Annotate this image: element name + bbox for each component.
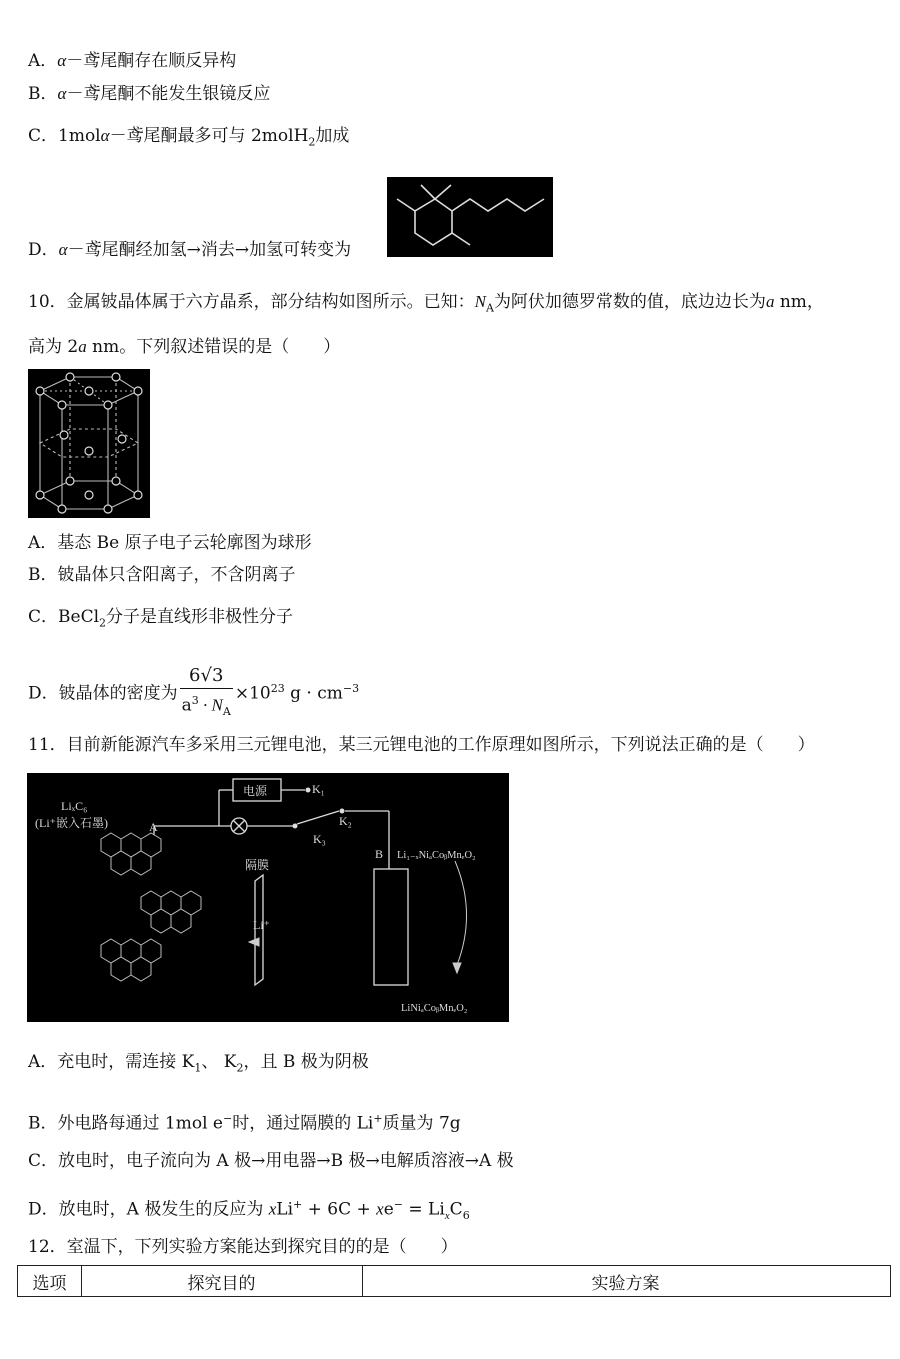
option-text: －鸢尾酮经加氢→消去→加氢可转变为 bbox=[67, 240, 352, 260]
q9-option-b bbox=[28, 83, 270, 105]
k2-label: K₂ bbox=[339, 814, 352, 828]
option-text: 1mol bbox=[58, 126, 101, 146]
option-text: 放电时，电子流向为 A 极→用电器→B 极→电解质溶液→A 极 bbox=[58, 1151, 514, 1171]
cathode-charged-label: Li₁₋ₓNiₐCoᵦMnₑO₂ bbox=[397, 850, 476, 861]
option-text: 时，通过隔膜的 Li bbox=[232, 1113, 374, 1134]
li-ion-label: Li⁺ bbox=[253, 918, 270, 932]
den-text: a bbox=[181, 695, 192, 716]
option-text: 外电路每通过 1mol e bbox=[57, 1113, 223, 1134]
stem-text: 11．目前新能源汽车多采用三元锂电池，某三元锂电池的工作原理如图所示，下列说法正确的是（ ） bbox=[28, 735, 815, 755]
lixc6-label: LiₓC₆ bbox=[61, 799, 88, 813]
option-text: 质量为 7g bbox=[382, 1113, 461, 1134]
k3-label: K₃ bbox=[313, 832, 326, 846]
option-label: D． bbox=[28, 240, 59, 260]
option-text: Li bbox=[276, 1199, 294, 1220]
q10-option-d bbox=[28, 660, 359, 718]
alpha-symbol: α bbox=[58, 240, 68, 259]
power-supply-label: 电源 bbox=[243, 784, 268, 798]
stem-text: nm， bbox=[774, 292, 824, 312]
option-label: D． bbox=[28, 683, 59, 704]
q9-option-c bbox=[28, 125, 349, 153]
q9-option-a bbox=[28, 50, 236, 72]
separator-label: 隔膜 bbox=[245, 858, 270, 872]
superscript: −3 bbox=[342, 682, 360, 695]
option-label: C． bbox=[28, 1151, 59, 1171]
option-label: B． bbox=[28, 565, 58, 585]
header-option: 选项 bbox=[32, 1273, 67, 1294]
q12-stem bbox=[28, 1236, 458, 1258]
subscript: 2 bbox=[99, 616, 107, 630]
variable-x: x bbox=[268, 1199, 277, 1219]
variable-a: a bbox=[78, 337, 87, 356]
option-text: 加成 bbox=[315, 126, 350, 146]
superscript: 23 bbox=[270, 682, 285, 695]
header-purpose: 探究目的 bbox=[187, 1273, 256, 1294]
fraction-denominator bbox=[180, 689, 233, 724]
q10-option-c bbox=[28, 606, 293, 634]
stem-text: nm。下列叙述错误的是（ ） bbox=[86, 337, 341, 357]
option-label: D． bbox=[28, 1199, 59, 1220]
battery-diagram-figure bbox=[27, 773, 509, 1022]
alpha-symbol: α bbox=[57, 84, 67, 103]
subscript: 1 bbox=[194, 1061, 202, 1075]
q11-stem bbox=[28, 734, 815, 756]
option-label: C． bbox=[28, 126, 59, 146]
option-text: ×10 bbox=[234, 683, 271, 704]
option-text: e bbox=[383, 1199, 394, 1220]
option-text: ，且 B 极为阴极 bbox=[243, 1052, 369, 1072]
q10-option-a bbox=[28, 532, 312, 554]
subscript: x bbox=[444, 1210, 450, 1223]
option-text: 放电时，A 极发生的反应为 bbox=[58, 1199, 269, 1220]
option-label: A． bbox=[28, 533, 58, 553]
option-text: 铍晶体只含阳离子，不含阴离子 bbox=[57, 565, 296, 585]
option-text: －鸢尾酮存在顺反异构 bbox=[66, 51, 237, 71]
q10-stem-line2 bbox=[28, 336, 340, 358]
subscript: 6 bbox=[462, 1209, 470, 1223]
option-label: B． bbox=[28, 1113, 58, 1134]
option-text: = Li bbox=[403, 1199, 445, 1220]
subscript: A bbox=[485, 301, 494, 315]
avogadro-symbol: N bbox=[474, 292, 486, 311]
variable-x: x bbox=[376, 1199, 384, 1219]
skeletal-structure-figure bbox=[387, 177, 553, 257]
subscript: 2 bbox=[236, 1061, 244, 1075]
fraction-numerator: 6√3 bbox=[180, 664, 233, 689]
cathode-discharged-label: LiNiₐCoᵦMnₑO₂ bbox=[401, 1003, 468, 1014]
subscript: A bbox=[222, 705, 231, 719]
beryllium-crystal-figure bbox=[28, 369, 150, 518]
subscript: 2 bbox=[308, 135, 316, 149]
option-text: BeCl bbox=[58, 607, 100, 627]
stem-text: 12．室温下，下列实验方案能达到探究目的的是（ ） bbox=[28, 1237, 458, 1257]
lixc6-note: (Li⁺嵌入石墨) bbox=[35, 816, 108, 830]
header-scheme: 实验方案 bbox=[591, 1273, 660, 1294]
option-text: －鸢尾酮不能发生银镜反应 bbox=[66, 84, 271, 104]
superscript: + bbox=[293, 1198, 303, 1211]
q11-option-b bbox=[28, 1108, 461, 1135]
option-text: 、 K bbox=[201, 1052, 237, 1072]
q10-option-b bbox=[28, 564, 296, 586]
den-text: · N bbox=[198, 695, 223, 715]
option-text: g · cm bbox=[284, 683, 343, 704]
q11-option-c bbox=[28, 1150, 514, 1172]
alpha-symbol: α bbox=[100, 126, 110, 145]
option-text: －鸢尾酮最多可与 2molH bbox=[109, 126, 309, 146]
alpha-symbol: α bbox=[57, 51, 67, 70]
option-text: 分子是直线形非极性分子 bbox=[106, 607, 294, 627]
q9-option-d bbox=[28, 239, 351, 261]
option-text: C bbox=[449, 1199, 463, 1220]
superscript: 3 bbox=[191, 694, 199, 708]
q10-stem-line1 bbox=[28, 291, 824, 319]
superscript: − bbox=[222, 1112, 233, 1125]
superscript: − bbox=[393, 1198, 403, 1211]
battery-diagram bbox=[27, 773, 509, 1022]
skeletal-structure-drawing bbox=[387, 177, 553, 257]
option-label: A． bbox=[28, 51, 58, 71]
crystal-lattice-drawing bbox=[28, 369, 150, 518]
option-label: A． bbox=[28, 1052, 58, 1072]
q12-table-header bbox=[17, 1265, 891, 1297]
q11-option-d bbox=[28, 1194, 470, 1227]
option-text: 充电时，需连接 K bbox=[57, 1052, 195, 1072]
q11-option-a bbox=[28, 1051, 369, 1079]
electrode-b-label: B bbox=[375, 847, 384, 861]
option-text: 基态 Be 原子电子云轮廓图为球形 bbox=[57, 533, 312, 553]
option-label: B． bbox=[28, 84, 58, 104]
k1-label: K₁ bbox=[312, 782, 325, 796]
superscript: + bbox=[373, 1112, 383, 1125]
density-fraction bbox=[180, 664, 233, 724]
option-label: C． bbox=[28, 607, 59, 627]
stem-text: 为阿伏加德罗常数的值，底边边长为 bbox=[493, 292, 766, 312]
option-text: 铍晶体的密度为 bbox=[58, 683, 178, 704]
option-text: + 6C + bbox=[302, 1199, 377, 1220]
stem-text: 高为 2 bbox=[28, 337, 79, 357]
stem-text: 10．金属铍晶体属于六方晶系，部分结构如图所示。已知： bbox=[28, 292, 475, 312]
electrode-a-label: A bbox=[149, 820, 158, 834]
variable-a: a bbox=[765, 292, 775, 311]
